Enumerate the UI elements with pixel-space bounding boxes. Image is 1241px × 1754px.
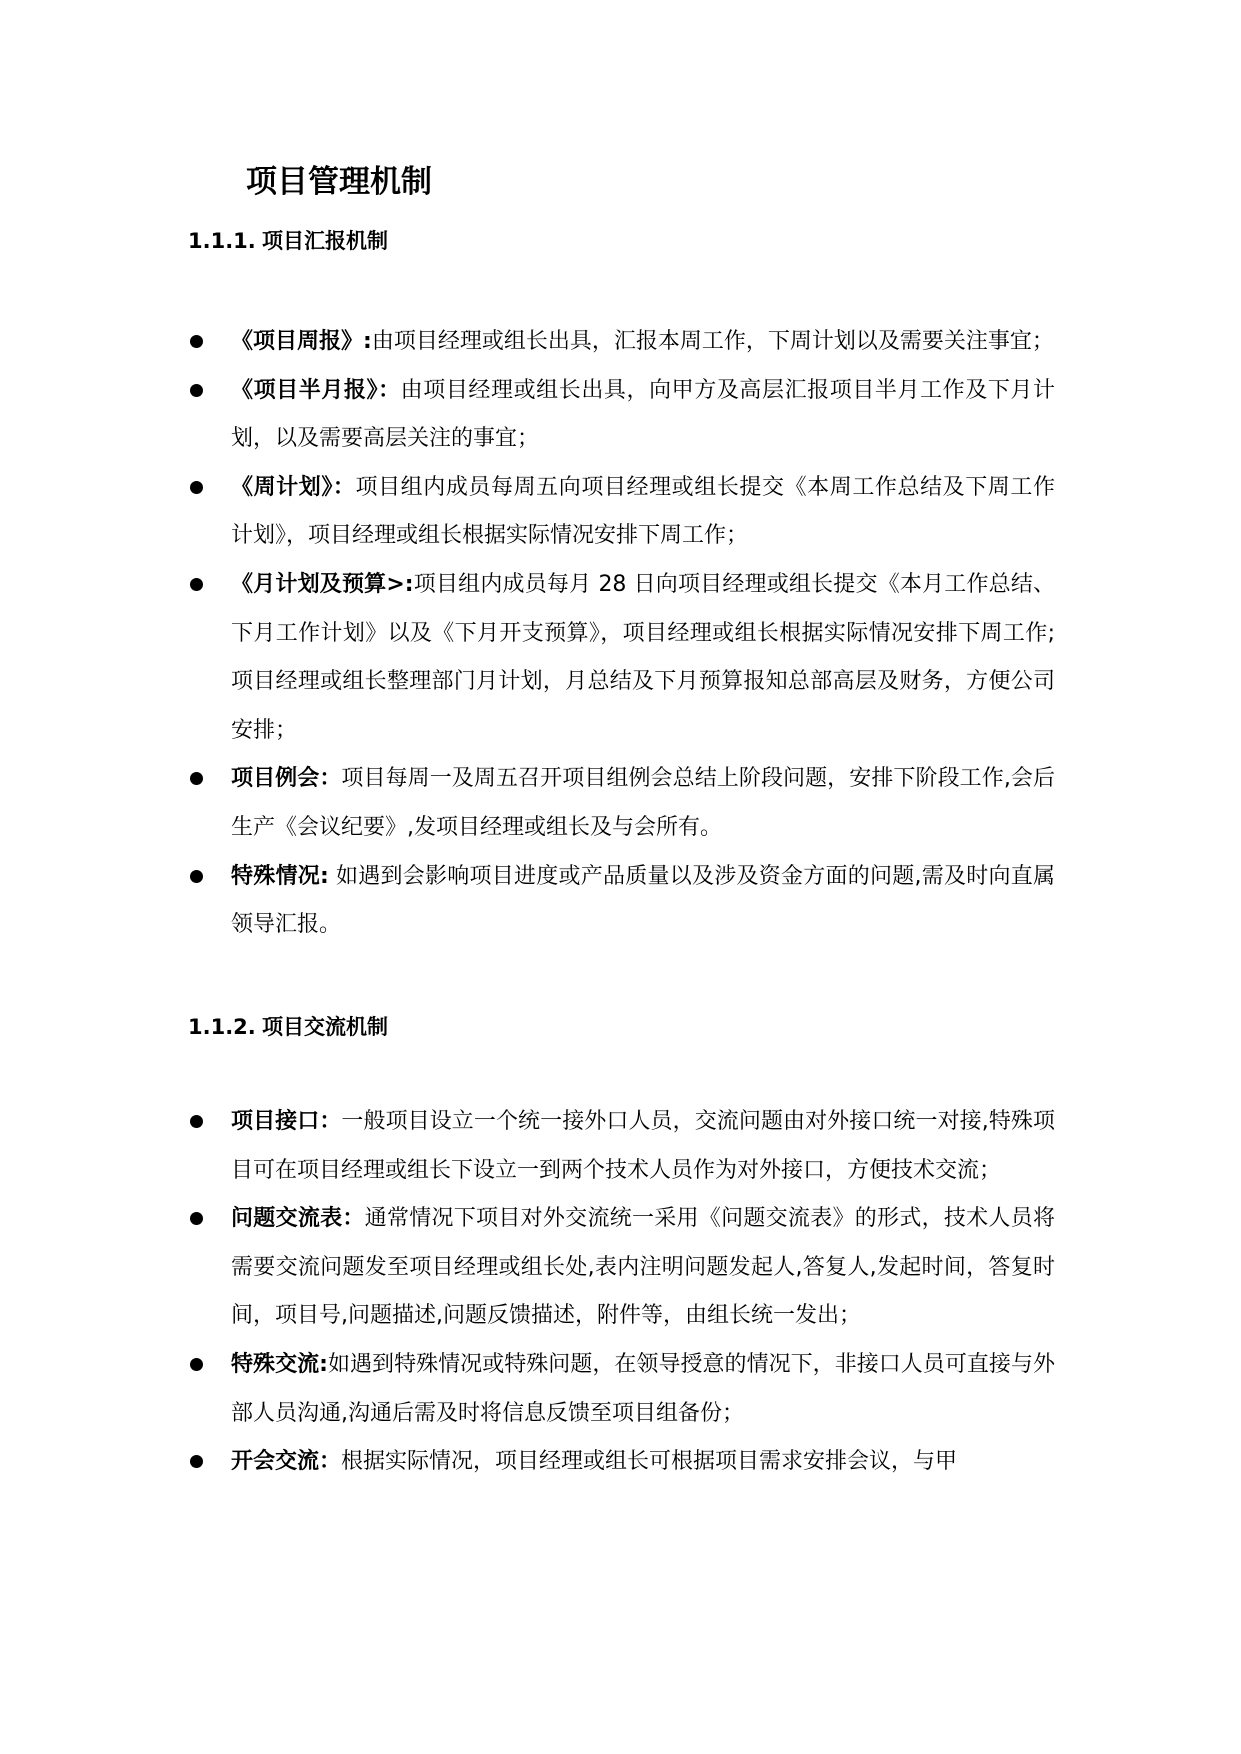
- bullet-icon: [190, 1455, 203, 1468]
- reporting-list: [185, 318, 1055, 950]
- section-number: 1.1.2.: [188, 1015, 256, 1039]
- list-item: [185, 367, 1055, 464]
- item-text: 如遇到会影响项目进度或产品质量以及涉及资金方面的问题,需及时向直属领导汇报。: [231, 863, 1055, 938]
- section-heading-communication: [188, 1012, 388, 1042]
- section-title: 项目交流机制: [262, 1015, 388, 1039]
- item-text: 如遇到特殊情况或特殊问题，在领导授意的情况下，非接口人员可直接与外部人员沟通,沟通后需及时将信息反馈至项目组备份；: [231, 1351, 1055, 1426]
- bullet-icon: [190, 772, 203, 785]
- item-term: 问题交流表：: [231, 1206, 365, 1232]
- bullet-icon: [190, 481, 203, 494]
- item-text: 项目组内成员每周五向项目经理或组长提交《本周工作总结及下周工作计划》，项目经理或组长根据实际情况安排下周工作；: [231, 474, 1055, 549]
- list-item: [185, 561, 1055, 755]
- list-item: [185, 318, 1055, 367]
- item-text: 由项目经理或组长出具，汇报本周工作，下周计划以及需要关注事宜；: [371, 329, 1054, 354]
- bullet-icon: [190, 578, 203, 591]
- item-term: 特殊情况:: [231, 863, 329, 889]
- item-text: 通常情况下项目对外交流统一采用《问题交流表》的形式，技术人员将需要交流问题发至项目经理或组长处,表内注明问题发起人,答复人,发起时间，答复时间，项目号,问题描述,问题反馈描述，附件等，由组长统一发出；: [231, 1206, 1055, 1329]
- communication-list: [185, 1098, 1055, 1487]
- item-term: 《周计划》：: [231, 474, 356, 500]
- item-text: 根据实际情况，项目经理或组长可根据项目需求安排会议，与甲: [341, 1449, 958, 1475]
- section-title: 项目汇报机制: [262, 229, 388, 253]
- list-item: [185, 1438, 1055, 1487]
- item-term: 特殊交流:: [231, 1351, 328, 1377]
- list-item: [185, 1341, 1055, 1438]
- item-term: 《月计划及预算>:: [231, 571, 414, 597]
- bullet-icon: [190, 1212, 203, 1225]
- bullet-icon: [190, 384, 203, 397]
- bullet-icon: [190, 335, 203, 348]
- list-item: [185, 464, 1055, 561]
- item-term: 《项目周报》:: [231, 329, 372, 354]
- item-text: 由项目经理或组长出具，向甲方及高层汇报项目半月工作及下月计划，以及需要高层关注的事宜；: [231, 377, 1055, 452]
- bullet-icon: [190, 1115, 203, 1128]
- bullet-icon: [190, 1358, 203, 1371]
- item-text: 项目组内成员每月 28 日向项目经理或组长提交《本月工作总结、下月工作计划》以及《下月开支预算》，项目经理或组长根据实际情况安排下周工作;项目经理或组长整理部门月计划，月总结及下月预算报知总部高层及财务，方便公司安排；: [231, 571, 1056, 743]
- item-text: 一般项目设立一个统一接外口人员，交流问题由对外接口统一对接,特殊项目可在项目经理或组长下设立一到两个技术人员作为对外接口，方便技术交流；: [231, 1109, 1055, 1183]
- list-item: [185, 1195, 1055, 1341]
- item-term: 开会交流：: [231, 1449, 342, 1475]
- list-item: [185, 1098, 1055, 1195]
- section-number: 1.1.1.: [188, 229, 256, 253]
- item-term: 《项目半月报》：: [231, 377, 401, 403]
- list-item: [185, 755, 1055, 852]
- item-text: 项目每周一及周五召开项目组例会总结上阶段问题，安排下阶段工作,会后生产《会议纪要》,发项目经理或组长及与会所有。: [231, 766, 1055, 840]
- section-heading-reporting: [188, 226, 388, 256]
- bullet-icon: [190, 870, 203, 883]
- page-title: 项目管理机制: [246, 164, 432, 200]
- list-item: [185, 853, 1055, 950]
- item-term: 项目接口：: [231, 1109, 342, 1134]
- item-term: 项目例会：: [231, 766, 342, 792]
